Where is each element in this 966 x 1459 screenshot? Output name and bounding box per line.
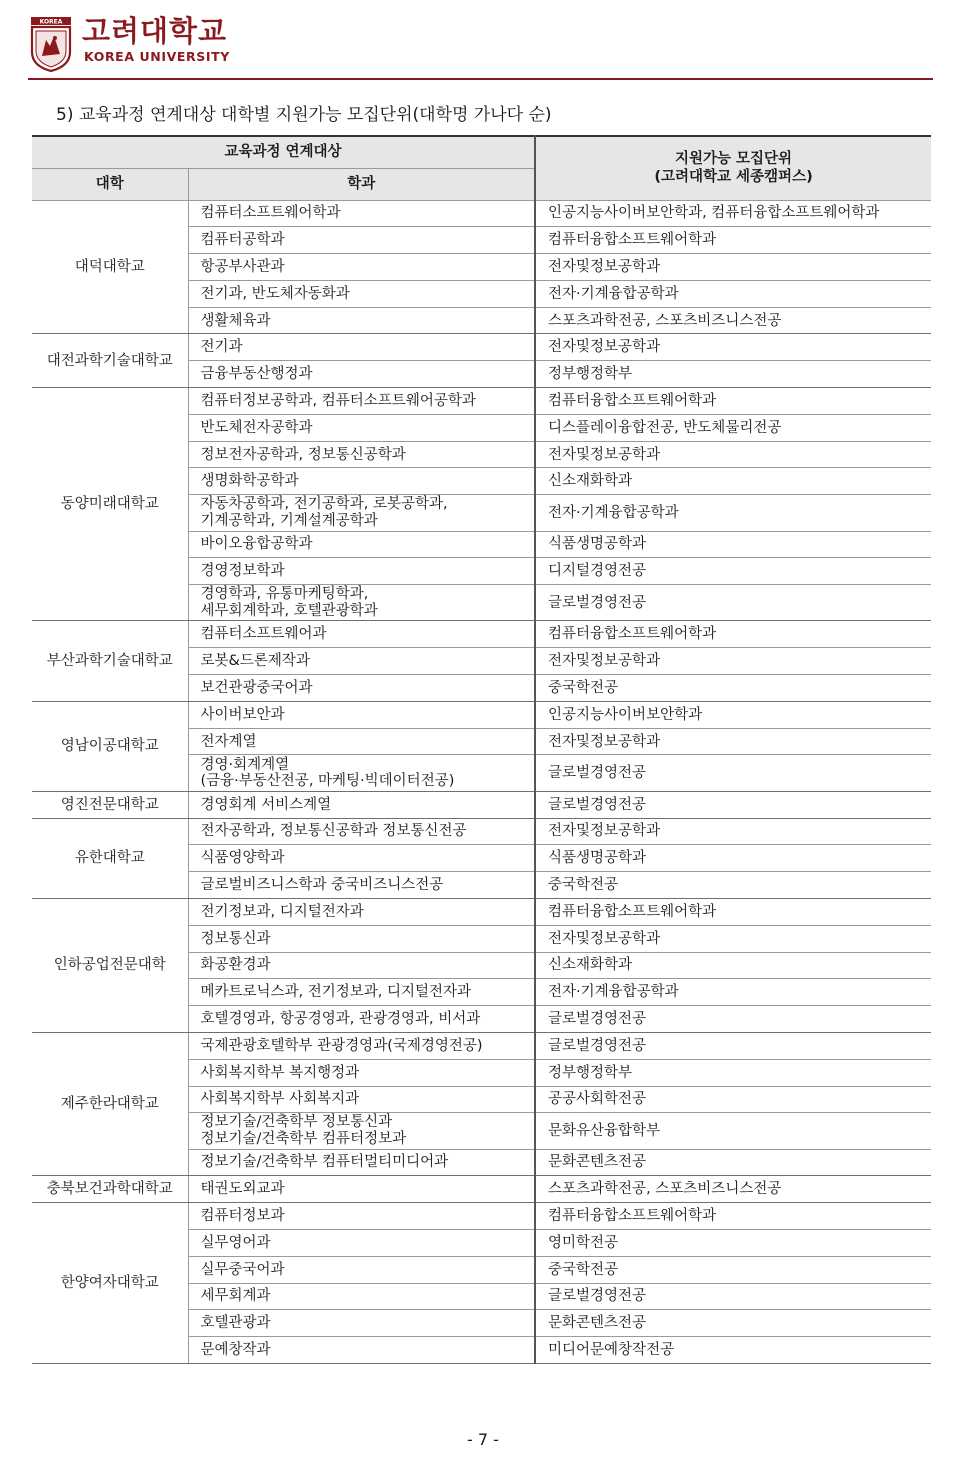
department-line: 항공부사관과 — [200, 258, 285, 275]
svg-text:KOREA: KOREA — [39, 18, 63, 26]
department-line: 컴퓨터소프트웨어과 — [200, 626, 327, 643]
available-unit-cell: 전자및정보공학과 — [535, 648, 931, 675]
university-cell: 유한대학교 — [32, 818, 188, 898]
available-unit-cell: 글로벌경영전공 — [535, 1032, 931, 1059]
university-cell: 동양미래대학교 — [32, 388, 188, 621]
department-cell — [188, 558, 535, 585]
department-line: 컴퓨터정보과 — [200, 1208, 285, 1225]
table-row — [32, 1203, 931, 1230]
department-line: 호텔경영과, 항공경영과, 관광경영과, 비서과 — [200, 1011, 481, 1027]
department-line: 호텔관광과 — [200, 1315, 271, 1332]
university-cell: 충북보건과학대학교 — [32, 1176, 188, 1203]
department-line: 정보통신과 — [200, 930, 271, 947]
table-row — [32, 898, 931, 925]
department-line: 세무회계과 — [200, 1288, 271, 1305]
available-unit-cell: 스포츠과학전공, 스포츠비즈니스전공 — [535, 1176, 931, 1203]
department-cell — [188, 701, 535, 728]
curriculum-table-container — [32, 135, 931, 1364]
department-line: 전기과 — [200, 339, 243, 356]
header-university: 대학 — [32, 168, 188, 200]
header-available-line1: 지원가능 모집단위 — [674, 151, 793, 168]
page-header — [28, 14, 933, 80]
department-cell — [188, 728, 535, 755]
department-line: 전자공학과, 정보통신공학과 정보통신전공 — [200, 823, 467, 840]
department-line: 경영회계 서비스계열 — [200, 796, 332, 813]
table-row — [32, 621, 931, 648]
available-unit-cell: 문화유산융합학부 — [535, 1113, 931, 1149]
department-line: 반도체전자공학과 — [200, 419, 313, 436]
department-line: 바이오융합공학과 — [200, 536, 313, 553]
available-unit-cell: 영미학전공 — [535, 1229, 931, 1256]
department-line: 정보기술/건축학부 정보통신과 — [200, 1114, 393, 1131]
available-unit-cell: 전자·기계융합공학과 — [535, 979, 931, 1006]
available-unit-cell: 전자및정보공학과 — [535, 925, 931, 952]
available-unit-cell: 중국학전공 — [535, 675, 931, 702]
department-cell — [188, 1032, 535, 1059]
available-unit-cell: 중국학전공 — [535, 872, 931, 899]
department-cell — [188, 585, 535, 621]
department-line: 정보기술/건축학부 컴퓨터정보과 — [200, 1130, 407, 1147]
department-line: 사회복지학부 사회복지과 — [200, 1091, 360, 1108]
department-cell — [188, 818, 535, 845]
department-line: 컴퓨터소프트웨어학과 — [200, 205, 341, 222]
available-unit-cell: 전자및정보공학과 — [535, 441, 931, 468]
page-number: - 7 - — [467, 1430, 499, 1449]
table-row — [32, 388, 931, 415]
available-unit-cell: 중국학전공 — [535, 1256, 931, 1283]
available-unit-cell: 전자·기계융합공학과 — [535, 280, 931, 307]
department-line: 식품영양학과 — [200, 850, 285, 867]
department-cell — [188, 1086, 535, 1113]
department-line: 화공환경과 — [200, 957, 271, 974]
department-cell — [188, 200, 535, 227]
available-unit-cell: 인공지능사이버보안학과 — [535, 701, 931, 728]
university-cell: 대덕대학교 — [32, 200, 188, 334]
department-cell — [188, 1176, 535, 1203]
department-line: 로봇&드론제작과 — [200, 653, 310, 670]
department-cell — [188, 388, 535, 415]
department-cell — [188, 675, 535, 702]
department-line: 금융부동산행정과 — [200, 366, 313, 383]
available-unit-cell: 글로벌경영전공 — [535, 791, 931, 818]
header-available-units — [535, 136, 931, 200]
department-line: 사이버보안과 — [200, 706, 285, 723]
department-cell — [188, 621, 535, 648]
university-cell: 영진전문대학교 — [32, 791, 188, 818]
department-cell — [188, 648, 535, 675]
department-line: 전자계열 — [200, 733, 257, 750]
available-unit-cell: 컴퓨터융합소프트웨어학과 — [535, 1203, 931, 1230]
logo-text-en: KOREA UNIVERSITY — [84, 49, 230, 64]
available-unit-cell: 공공사회학전공 — [535, 1086, 931, 1113]
department-line: 보건관광중국어과 — [200, 679, 313, 696]
department-line: 경영정보학과 — [200, 563, 285, 580]
university-cell: 대전과학기술대학교 — [32, 334, 188, 388]
available-unit-cell: 전자및정보공학과 — [535, 728, 931, 755]
department-line: 사회복지학부 복지행정과 — [200, 1064, 360, 1081]
available-unit-cell: 식품생명공학과 — [535, 531, 931, 558]
table-row — [32, 701, 931, 728]
table-row — [32, 334, 931, 361]
department-line: 국제관광호텔학부 관광경영과(국제경영전공) — [200, 1037, 483, 1054]
available-unit-cell: 식품생명공학과 — [535, 845, 931, 872]
department-line: 전기과, 반도체자동화과 — [200, 285, 350, 302]
department-line: 컴퓨터정보공학과, 컴퓨터소프트웨어공학과 — [200, 392, 476, 409]
university-cell: 제주한라대학교 — [32, 1032, 188, 1175]
department-cell — [188, 1149, 535, 1176]
department-line: 기계공학과, 기계설계공학과 — [200, 512, 378, 529]
department-line: 자동차공학과, 전기공학과, 로봇공학과, — [200, 496, 448, 513]
available-unit-cell: 인공지능사이버보안학과, 컴퓨터융합소프트웨어학과 — [535, 200, 931, 227]
university-seal-icon — [30, 16, 72, 72]
available-unit-cell: 전자·기계융합공학과 — [535, 495, 931, 531]
available-unit-cell: 전자및정보공학과 — [535, 254, 931, 281]
department-cell — [188, 361, 535, 388]
department-line: (금융·부동산전공, 마케팅·빅데이터전공) — [200, 773, 455, 790]
available-unit-cell: 스포츠과학전공, 스포츠비즈니스전공 — [535, 307, 931, 334]
table-body — [32, 200, 931, 1363]
available-unit-cell: 컴퓨터융합소프트웨어학과 — [535, 898, 931, 925]
department-line: 경영학과, 유통마케팅학과, — [200, 586, 369, 603]
university-cell: 한양여자대학교 — [32, 1203, 188, 1364]
department-line: 태권도외교과 — [200, 1181, 285, 1198]
available-unit-cell: 컴퓨터융합소프트웨어학과 — [535, 388, 931, 415]
department-line: 생활체육과 — [200, 312, 271, 329]
logo-text-ko: 고려대학교 — [82, 14, 228, 48]
available-unit-cell: 전자및정보공학과 — [535, 334, 931, 361]
department-cell — [188, 334, 535, 361]
available-unit-cell: 디스플레이융합전공, 반도체물리전공 — [535, 414, 931, 441]
department-cell — [188, 307, 535, 334]
available-unit-cell: 정부행정학부 — [535, 1059, 931, 1086]
table-row — [32, 200, 931, 227]
department-cell — [188, 441, 535, 468]
available-unit-cell: 글로벌경영전공 — [535, 755, 931, 791]
department-cell — [188, 1337, 535, 1364]
department-cell — [188, 952, 535, 979]
department-cell — [188, 1256, 535, 1283]
department-cell — [188, 468, 535, 495]
department-cell — [188, 925, 535, 952]
header-target-group: 교육과정 연계대상 — [32, 136, 535, 168]
department-cell — [188, 845, 535, 872]
available-unit-cell: 신소재화학과 — [535, 468, 931, 495]
department-cell — [188, 755, 535, 791]
available-unit-cell: 전자및정보공학과 — [535, 818, 931, 845]
department-line: 문예창작과 — [200, 1342, 271, 1359]
table-row — [32, 1032, 931, 1059]
department-line: 실무영어과 — [200, 1234, 271, 1251]
table-row — [32, 791, 931, 818]
department-cell — [188, 531, 535, 558]
department-line: 생명화학공학과 — [200, 473, 299, 490]
department-cell — [188, 495, 535, 531]
department-line: 컴퓨터공학과 — [200, 232, 285, 249]
department-line: 메카트로닉스과, 전기정보과, 디지털전자과 — [200, 984, 472, 1001]
department-cell — [188, 1310, 535, 1337]
department-cell — [188, 1229, 535, 1256]
department-cell — [188, 254, 535, 281]
university-cell: 영남이공대학교 — [32, 701, 188, 791]
table-row — [32, 1176, 931, 1203]
department-cell — [188, 1059, 535, 1086]
department-line: 전기정보과, 디지털전자과 — [200, 903, 364, 920]
department-line: 글로벌비즈니스학과 중국비즈니스전공 — [200, 877, 444, 894]
department-cell — [188, 791, 535, 818]
university-cell: 인하공업전문대학 — [32, 898, 188, 1032]
available-unit-cell: 디지털경영전공 — [535, 558, 931, 585]
available-unit-cell: 컴퓨터융합소프트웨어학과 — [535, 621, 931, 648]
department-cell — [188, 414, 535, 441]
department-cell — [188, 1283, 535, 1310]
department-line: 경영·회계계열 — [200, 756, 290, 773]
department-cell — [188, 1203, 535, 1230]
department-cell — [188, 898, 535, 925]
section-title: 5) 교육과정 연계대상 대학별 지원가능 모집단위(대학명 가나다 순) — [56, 105, 552, 125]
header-divider — [28, 78, 933, 80]
available-unit-cell: 컴퓨터융합소프트웨어학과 — [535, 227, 931, 254]
department-cell — [188, 979, 535, 1006]
available-unit-cell: 정부행정학부 — [535, 361, 931, 388]
header-available-line2: (고려대학교 세종캠퍼스) — [654, 169, 813, 186]
available-unit-cell: 문화콘텐츠전공 — [535, 1149, 931, 1176]
curriculum-table — [32, 135, 931, 1364]
department-line: 세무회계학과, 호텔관광학과 — [200, 602, 378, 619]
available-unit-cell: 미디어문예창작전공 — [535, 1337, 931, 1364]
department-line: 실무중국어과 — [200, 1261, 285, 1278]
available-unit-cell: 신소재화학과 — [535, 952, 931, 979]
department-cell — [188, 280, 535, 307]
header-department: 학과 — [188, 168, 535, 200]
department-cell — [188, 227, 535, 254]
available-unit-cell: 글로벌경영전공 — [535, 585, 931, 621]
department-cell — [188, 1006, 535, 1033]
department-cell — [188, 872, 535, 899]
table-row — [32, 818, 931, 845]
available-unit-cell: 글로벌경영전공 — [535, 1283, 931, 1310]
department-line: 정보기술/건축학부 컴퓨터멀티미디어과 — [200, 1154, 449, 1171]
department-cell — [188, 1113, 535, 1149]
department-line: 정보전자공학과, 정보통신공학과 — [200, 446, 406, 463]
available-unit-cell: 문화콘텐츠전공 — [535, 1310, 931, 1337]
available-unit-cell: 글로벌경영전공 — [535, 1006, 931, 1033]
university-cell: 부산과학기술대학교 — [32, 621, 188, 701]
